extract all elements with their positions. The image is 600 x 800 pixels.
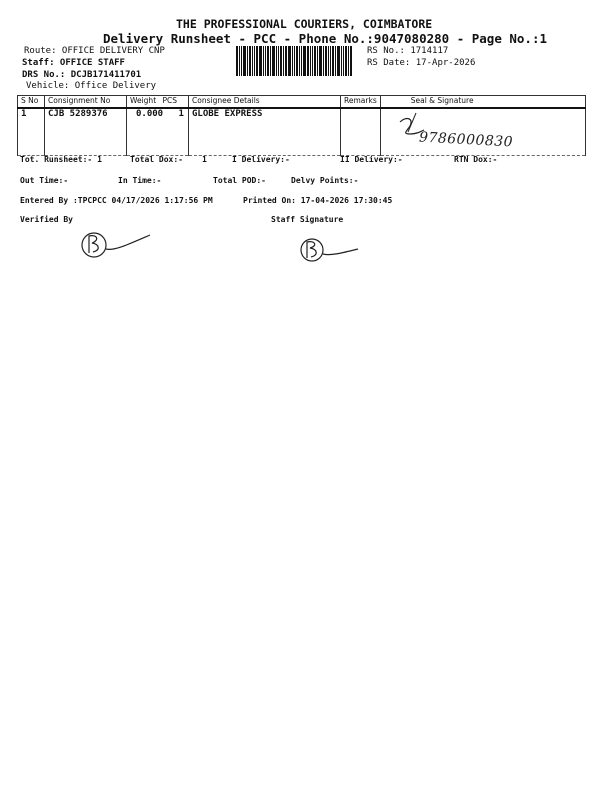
- barcode-bar: [328, 46, 329, 76]
- barcode-bar: [294, 46, 295, 76]
- barcode-bar: [312, 46, 313, 76]
- verified-by: Verified By: [20, 215, 73, 224]
- barcode-bar: [299, 46, 300, 76]
- barcode-bar: [332, 46, 334, 76]
- total-dox-label: Total Dox:-: [130, 155, 183, 164]
- cell-weight: 0.000: [136, 109, 164, 119]
- cell-consignment: CJB 5289376: [45, 108, 127, 156]
- barcode-bar: [249, 46, 251, 76]
- staff-signature: [296, 234, 366, 266]
- total-dox-value: 1: [202, 155, 207, 164]
- col-weight-pcs: [127, 96, 189, 109]
- barcode-bar: [252, 46, 253, 76]
- barcode-bar: [283, 46, 284, 76]
- barcode-bar: [341, 46, 342, 76]
- barcode-bar: [319, 46, 322, 76]
- barcode-bar: [280, 46, 282, 76]
- rs-date: RS Date: 17-Apr-2026: [367, 58, 476, 68]
- barcode-bar: [343, 46, 344, 76]
- barcode-bar: [348, 46, 349, 76]
- cell-pcs: 1: [178, 109, 184, 119]
- col-remarks: Remarks: [341, 96, 381, 109]
- staff-label: Staff: OFFICE STAFF: [22, 58, 125, 68]
- barcode-bar: [317, 46, 318, 76]
- col-pcs: PCS: [162, 96, 178, 105]
- barcode-bar: [337, 46, 340, 76]
- barcode-bar: [325, 46, 327, 76]
- barcode-bar: [303, 46, 306, 76]
- verified-by-signature: [72, 225, 162, 265]
- barcode-bar: [323, 46, 324, 76]
- cell-remarks: [341, 108, 381, 156]
- printed-on: Printed On: 17-04-2026 17:30:45: [243, 196, 393, 205]
- drs-number: DRS No.: DCJB171411701: [22, 70, 142, 80]
- cell-sno: 1: [18, 108, 45, 156]
- barcode-bar: [345, 46, 347, 76]
- barcode-bar: [285, 46, 287, 76]
- barcode-bar: [292, 46, 293, 76]
- route-label: Route: OFFICE DELIVERY CNP: [24, 46, 165, 56]
- barcode-bar: [247, 46, 248, 76]
- barcode-bar: [335, 46, 336, 76]
- barcode-bar: [350, 46, 352, 76]
- cell-consignee: GLOBE EXPRESS: [189, 108, 341, 156]
- rtn-dox: RTN Dox:-: [454, 155, 498, 164]
- barcode-bar: [267, 46, 269, 76]
- col-consignee: Consignee Details: [189, 96, 341, 109]
- runsheet-subtitle: Delivery Runsheet - PCC - Phone No.:9047080280 - Page No.:1: [103, 31, 548, 46]
- barcode-bar: [243, 46, 246, 76]
- entered-by: Entered By :TPCPCC 04/17/2026 1:17:56 PM: [20, 196, 213, 205]
- barcode: [236, 46, 364, 76]
- table-header-row: [18, 96, 586, 109]
- barcode-bar: [288, 46, 291, 76]
- rs-number: RS No.: 1714117: [367, 46, 449, 56]
- in-time: In Time:-: [118, 176, 162, 185]
- delvy-points: Delvy Points:-: [291, 176, 359, 185]
- cell-weight-pcs: [127, 108, 189, 156]
- handwritten-phone: 9786000830: [418, 129, 514, 151]
- barcode-bar: [301, 46, 302, 76]
- col-sno: S No: [18, 96, 45, 109]
- col-consignment: Consignment No: [45, 96, 127, 109]
- barcode-bar: [314, 46, 316, 76]
- barcode-bar: [296, 46, 298, 76]
- ii-delivery: II Delivery:-: [340, 155, 403, 164]
- i-delivery: I Delivery:-: [232, 155, 290, 164]
- col-seal-signature: Seal & Signature: [380, 96, 585, 109]
- barcode-bar: [263, 46, 264, 76]
- barcode-bar: [330, 46, 331, 76]
- barcode-bar: [278, 46, 279, 76]
- barcode-bar: [270, 46, 271, 76]
- barcode-bar: [254, 46, 255, 76]
- total-pod: Total POD:-: [213, 176, 266, 185]
- barcode-bar: [276, 46, 277, 76]
- staff-signature-label: Staff Signature: [271, 215, 344, 224]
- barcode-bar: [265, 46, 266, 76]
- col-weight: Weight: [130, 96, 157, 105]
- out-time: Out Time:-: [20, 176, 69, 185]
- barcode-bar: [259, 46, 262, 76]
- barcode-bar: [256, 46, 258, 76]
- barcode-bar: [310, 46, 311, 76]
- barcode-bar: [241, 46, 242, 76]
- company-title: THE PROFESSIONAL COURIERS, COIMBATORE: [176, 17, 433, 31]
- vehicle-label: Vehicle: Office Delivery: [26, 81, 157, 91]
- barcode-bar: [307, 46, 309, 76]
- barcode-bar: [272, 46, 275, 76]
- tot-runsheet: Tot. Runsheet:- 1: [20, 155, 102, 164]
- barcode-bar: [236, 46, 238, 76]
- barcode-bar: [239, 46, 240, 76]
